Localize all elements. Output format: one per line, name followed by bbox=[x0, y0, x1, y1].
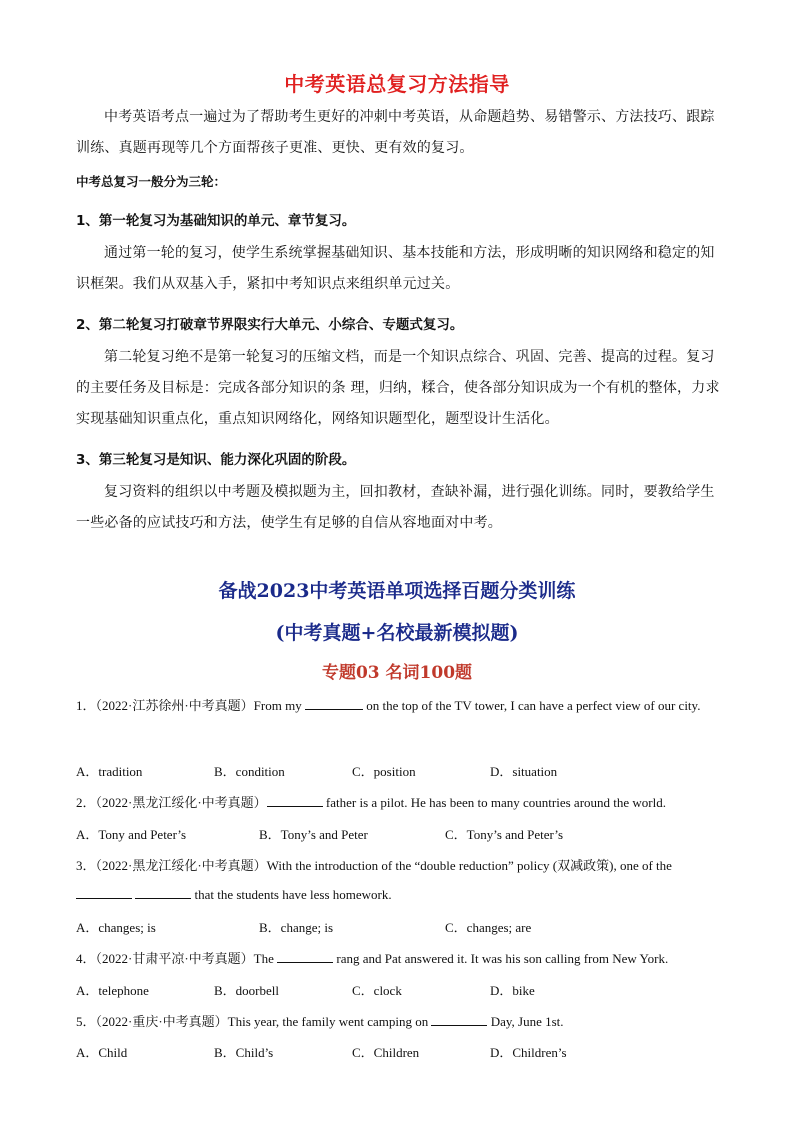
round3-text: 复习资料的组织以中考题及模拟题为主，回扣教材，查缺补漏，进行强化训练。同时，要教给学生一些必备的应试技巧和方法，使学生有足够的自信从容地面对中考。 bbox=[76, 484, 715, 531]
question-1: 1．（2022·江苏徐州·中考真题）From my on the top of the TV tower, I can have a perfect view of our city. bbox=[76, 698, 701, 713]
topic-title: 专题03 名词100题 bbox=[321, 663, 473, 683]
question-3: 3．（2022·黑龙江绥化·中考真题）With the introduction of the “double reduction” policy (双减政策), one of the bbox=[76, 858, 672, 873]
question-4-options bbox=[76, 980, 726, 1000]
question-3-line2: that the students have less homework. bbox=[76, 886, 726, 903]
round1-text: 通过第一轮的复习，使学生系统掌握基础知识、基本技能和方法，形成明晰的知识网络和稳定的知识框架。我们从双基入手，紧扣中考知识点来组织单元过关。 bbox=[76, 245, 715, 292]
option-a: A．Tony and Peter’s bbox=[76, 827, 187, 842]
option-c: C．Children bbox=[352, 1045, 420, 1060]
guide-title: 中考英语总复习方法指导 bbox=[284, 72, 510, 96]
option-d: D．bike bbox=[490, 983, 535, 998]
answer-blank bbox=[267, 794, 323, 807]
question-1-options bbox=[76, 761, 726, 781]
section-subtitle: (中考真题+名校最新模拟题) bbox=[275, 622, 519, 644]
question-5-options bbox=[76, 1042, 726, 1062]
question-source: 1．（2022·江苏徐州·中考真题） bbox=[76, 698, 254, 713]
answer-blank bbox=[431, 1013, 487, 1026]
option-b: B．doorbell bbox=[214, 983, 279, 998]
guide-intro: 中考英语考点一遍过为了帮助考生更好的冲刺中考英语，从命题趋势、易错警示、方法技巧、跟踪训练、真题再现等几个方面帮孩子更准、更快、更有效的复习。 bbox=[76, 109, 715, 156]
answer-blank bbox=[277, 950, 333, 963]
question-source: 2．（2022·黑龙江绥化·中考真题） bbox=[76, 795, 267, 810]
option-a: A．changes; is bbox=[76, 920, 156, 935]
option-b: B．Child’s bbox=[214, 1045, 274, 1060]
round2-text: 第二轮复习绝不是第一轮复习的压缩文档，而是一个知识点综合、巩固、完善、提高的过程。复习的主要任务及目标是：完成各部分知识的条 理，归纳，糅合，使各部分知识成为一个有机的整体，力求实现基础知识重点化，重点知识网络化，网络知识题型化，题型设计生活化。 bbox=[76, 349, 720, 427]
option-d: D．situation bbox=[490, 764, 558, 779]
round2-heading: 2、第二轮复习打破章节界限实行大单元、小综合、专题式复习。 bbox=[76, 317, 464, 333]
question-source: 4．（2022·甘肃平凉·中考真题） bbox=[76, 951, 254, 966]
answer-blank bbox=[305, 697, 363, 710]
option-c: C．Tony’s and Peter’s bbox=[445, 827, 564, 842]
round3-heading: 3、第三轮复习是知识、能力深化巩固的阶段。 bbox=[76, 452, 356, 468]
answer-blank bbox=[135, 886, 191, 899]
question-4: 4．（2022·甘肃平凉·中考真题）The rang and Pat answered it. It was his son calling from New York. bbox=[76, 951, 669, 966]
question-5: 5．（2022·重庆·中考真题）This year, the family went camping on Day, June 1st. bbox=[76, 1014, 564, 1029]
question-2-options bbox=[76, 824, 726, 844]
section-title: 备战2023中考英语单项选择百题分类训练 bbox=[218, 580, 576, 602]
option-a: A．tradition bbox=[76, 764, 143, 779]
option-a: A．Child bbox=[76, 1045, 128, 1060]
question-source: 3．（2022·黑龙江绥化·中考真题） bbox=[76, 858, 267, 873]
rounds-heading: 中考总复习一般分为三轮： bbox=[76, 174, 227, 189]
option-b: B．Tony’s and Peter bbox=[259, 827, 368, 842]
option-d: D．Children’s bbox=[490, 1045, 567, 1060]
question-2: 2．（2022·黑龙江绥化·中考真题） father is a pilot. He has been to many countries around the world. bbox=[76, 795, 666, 810]
question-3-options bbox=[76, 917, 726, 937]
question-source: 5．（2022·重庆·中考真题） bbox=[76, 1014, 228, 1029]
option-b: B．change; is bbox=[259, 920, 334, 935]
option-b: B．condition bbox=[214, 764, 285, 779]
round1-heading: 1、第一轮复习为基础知识的单元、章节复习。 bbox=[76, 213, 356, 229]
option-c: C．changes; are bbox=[445, 920, 532, 935]
option-a: A．telephone bbox=[76, 983, 149, 998]
option-c: C．position bbox=[352, 764, 416, 779]
option-c: C．clock bbox=[352, 983, 402, 998]
answer-blank bbox=[76, 886, 132, 899]
